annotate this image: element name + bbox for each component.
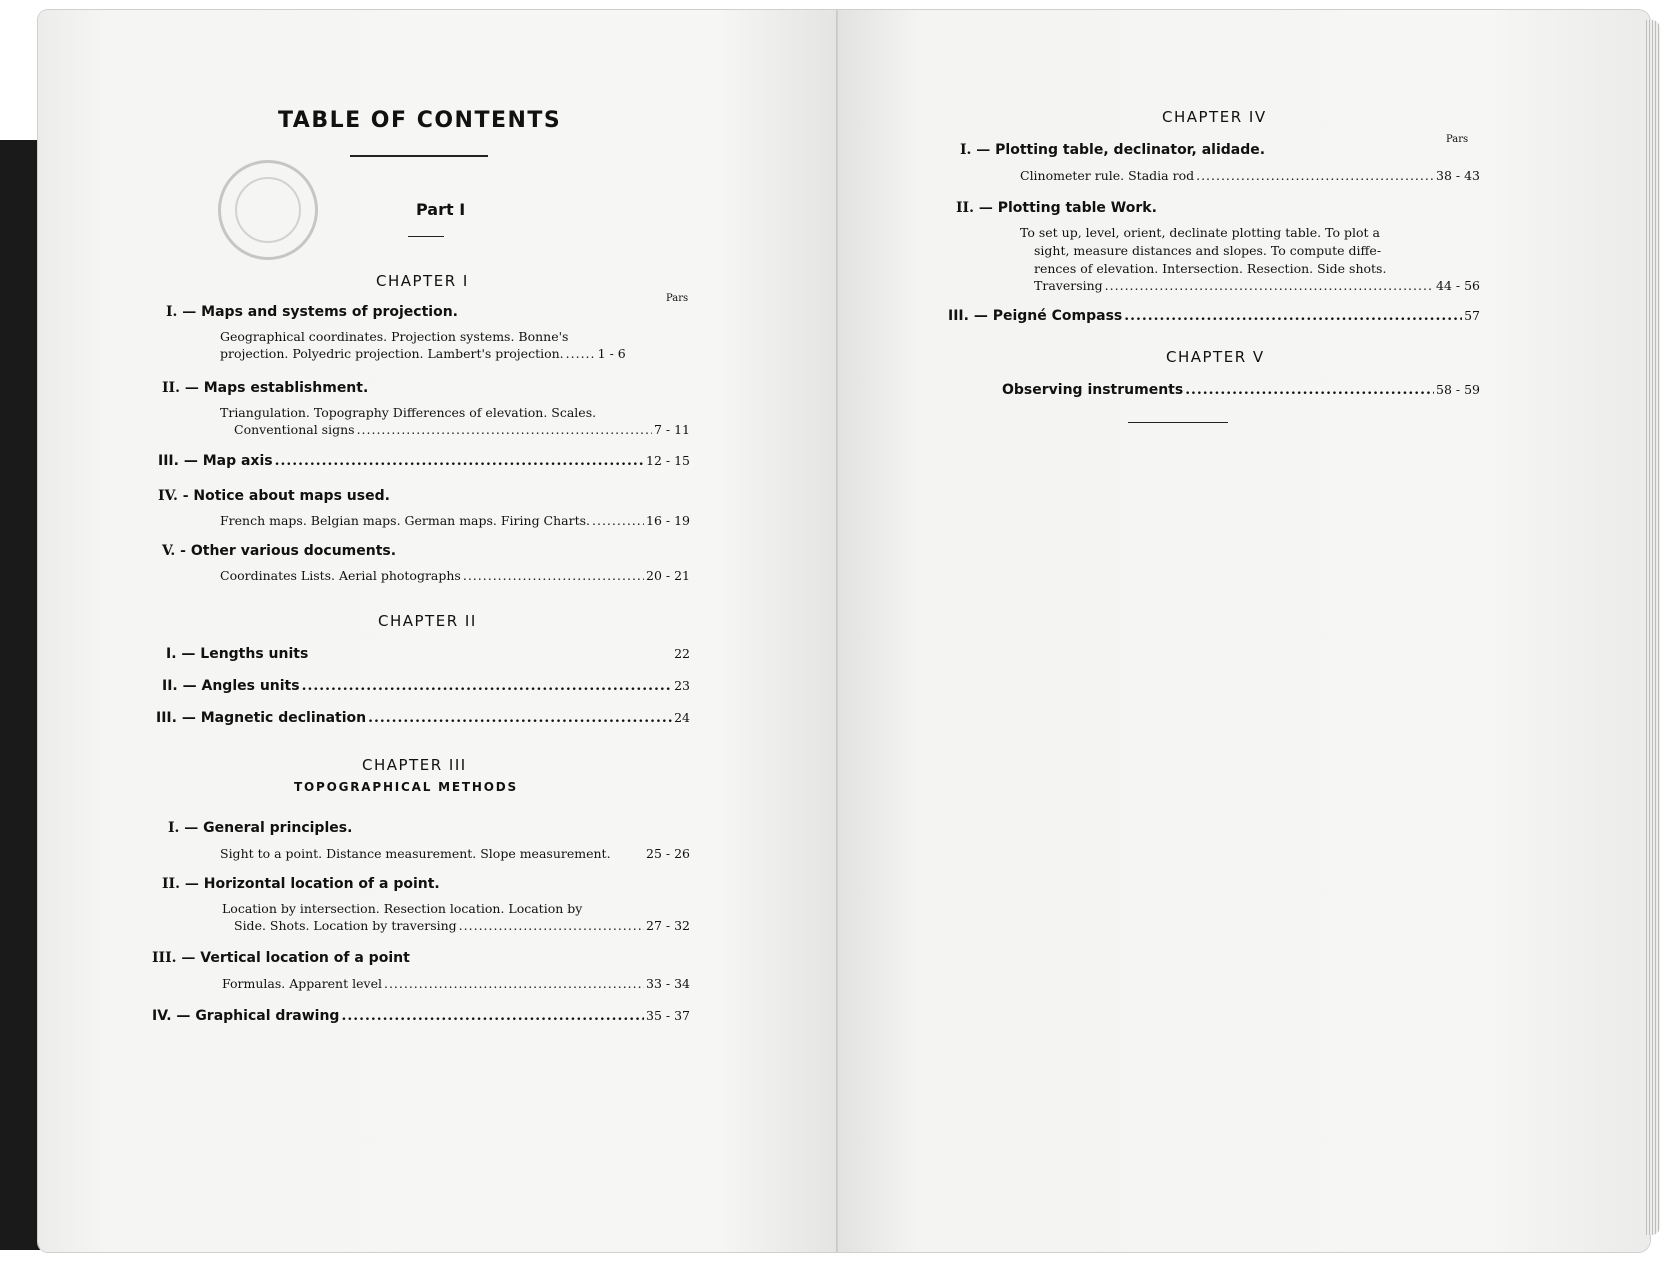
page-stack-edge: [1646, 20, 1660, 1235]
left-page: [38, 10, 838, 1252]
toc-entry-plotting-table-work[interactable]: [956, 200, 1157, 216]
part-rule: [408, 236, 444, 237]
section-description: Geographical coordinates. Projection systems. Bonne's: [220, 329, 569, 344]
leader-dots: [357, 422, 652, 437]
leader-dots: [1196, 168, 1434, 183]
part-heading: Part I: [416, 200, 466, 219]
toc-line: [234, 918, 690, 933]
page-range: 1 - 6: [597, 346, 626, 361]
leader-dots: [566, 346, 596, 361]
toc-entry-horizontal-location[interactable]: [162, 876, 440, 892]
section-number: V. -: [162, 543, 186, 559]
leader-dots: [1124, 308, 1462, 324]
page-range: 33 - 34: [646, 976, 690, 991]
leader-dots: [459, 918, 644, 933]
section-description: To set up, level, orient, declinate plotting table. To plot a: [1020, 225, 1380, 240]
toc-entry-maps-projection[interactable]: [166, 304, 458, 320]
section-number: III. —: [158, 453, 198, 469]
toc-entry-maps-establishment[interactable]: [162, 380, 368, 396]
toc-entry-lengths-units[interactable]: [166, 646, 690, 662]
toc-entry-graphical-drawing[interactable]: [152, 1008, 690, 1024]
faded-library-stamp: [218, 160, 318, 260]
chapter-5-heading: CHAPTER V: [1166, 348, 1265, 366]
section-description: Clinometer rule. Stadia rod: [1020, 168, 1195, 183]
section-description: Triangulation. Topography Differences of elevation. Scales.: [220, 405, 597, 420]
page-range: 16 - 19: [646, 513, 690, 528]
section-number: I. —: [166, 304, 197, 320]
page-range: 44 - 56: [1436, 278, 1480, 293]
chapter-3-subtitle: TOPOGRAPHICAL METHODS: [294, 780, 518, 794]
end-rule: [1128, 422, 1228, 423]
leader-dots: [275, 453, 644, 469]
section-description: rences of elevation. Intersection. Resection. Side shots.: [1034, 261, 1387, 276]
section-title: Lengths units: [200, 646, 309, 662]
book-spread: [30, 10, 1658, 1258]
pars-label: Pars: [666, 293, 689, 304]
toc-entry-magnetic-declination[interactable]: [156, 710, 690, 726]
section-title: Maps and systems of projection.: [201, 304, 458, 320]
section-description: Conventional signs: [234, 422, 355, 437]
section-description: Location by intersection. Resection location. Location by: [222, 901, 583, 916]
section-number: III. —: [156, 710, 196, 726]
section-title: Plotting table Work.: [997, 200, 1157, 216]
section-title: Magnetic declination: [200, 710, 367, 726]
section-title: General principles.: [203, 820, 353, 836]
section-description: Traversing: [1034, 278, 1103, 293]
section-title: Other various documents.: [190, 543, 397, 559]
page-range: 12 - 15: [646, 453, 690, 468]
section-description: sight, measure distances and slopes. To compute diffe-: [1034, 243, 1382, 258]
section-title: Vertical location of a point: [200, 950, 410, 966]
section-title: Notice about maps used.: [193, 488, 390, 504]
leader-dots: [1185, 382, 1434, 398]
toc-line: [234, 422, 690, 437]
leader-dots: [592, 513, 644, 528]
section-title: Graphical drawing: [195, 1008, 340, 1024]
page-range: 24: [674, 710, 690, 725]
toc-line: [1034, 278, 1480, 293]
right-page: [838, 10, 1650, 1252]
page-range: 58 - 59: [1436, 382, 1480, 397]
chapter-4-heading: CHAPTER IV: [1162, 108, 1267, 126]
section-description: French maps. Belgian maps. German maps. Firing Charts.: [220, 513, 590, 528]
toc-entry-other-documents[interactable]: [162, 543, 396, 559]
section-number: I. —: [960, 142, 991, 158]
leader-dots: [1105, 278, 1434, 293]
toc-entry-observing-instruments[interactable]: [1002, 382, 1480, 398]
page-range: 27 - 32: [646, 918, 690, 933]
toc-entry-map-axis[interactable]: [158, 453, 690, 469]
section-number: II. —: [162, 678, 197, 694]
toc-line: [222, 976, 690, 991]
section-title: Peigné Compass: [992, 308, 1123, 324]
section-title: Plotting table, declinator, alidade.: [995, 142, 1266, 158]
section-title: Angles units: [201, 678, 300, 694]
chapter-3-heading: CHAPTER III: [362, 756, 467, 774]
section-number: II. —: [162, 380, 199, 396]
section-description: projection. Polyedric projection. Lambert's projection.: [220, 346, 564, 361]
section-title: Maps establishment.: [203, 380, 369, 396]
leader-dots: [368, 710, 672, 726]
section-description: Formulas. Apparent level: [222, 976, 382, 991]
toc-entry-plotting-table[interactable]: [960, 142, 1265, 158]
section-number: III. —: [152, 950, 196, 966]
section-number: IV. -: [158, 488, 189, 504]
chapter-2-heading: CHAPTER II: [378, 612, 477, 630]
title-rule: [350, 155, 488, 157]
section-description: Side. Shots. Location by traversing: [234, 918, 457, 933]
leader-dots: [463, 568, 644, 583]
page-range: 57: [1464, 308, 1480, 323]
page-range: 35 - 37: [646, 1008, 690, 1023]
leader-dots: [302, 678, 673, 694]
page-range: 20 - 21: [646, 568, 690, 583]
toc-entry-angles-units[interactable]: [162, 678, 690, 694]
toc-line: [220, 846, 690, 861]
section-number: I. —: [168, 820, 199, 836]
page-range: 22: [674, 646, 690, 661]
section-number: II. —: [162, 876, 199, 892]
toc-line: [220, 568, 690, 583]
toc-entry-notice-maps[interactable]: [158, 488, 390, 504]
leader-dots: [384, 976, 644, 991]
section-number: I. —: [166, 646, 196, 662]
section-number: III. —: [948, 308, 988, 324]
section-number: II. —: [956, 200, 993, 216]
toc-entry-peigne-compass[interactable]: [948, 308, 1480, 324]
page-range: 23: [674, 678, 690, 693]
toc-line: [1020, 168, 1480, 183]
toc-line: [220, 346, 690, 361]
section-title: Observing instruments: [1002, 382, 1184, 398]
leader-dots: [341, 1008, 644, 1024]
section-number: IV. —: [152, 1008, 191, 1024]
page-range: 25 - 26: [646, 846, 690, 861]
toc-entry-general-principles[interactable]: [168, 820, 352, 836]
section-title: Horizontal location of a point.: [203, 876, 440, 892]
toc-entry-vertical-location[interactable]: [152, 950, 410, 966]
pars-label: Pars: [1446, 134, 1469, 145]
page-title: TABLE OF CONTENTS: [278, 108, 562, 133]
section-title: Map axis: [202, 453, 273, 469]
section-description: Coordinates Lists. Aerial photographs: [220, 568, 461, 583]
chapter-1-heading: CHAPTER I: [376, 272, 469, 290]
page-range: 38 - 43: [1436, 168, 1480, 183]
toc-line: [220, 513, 690, 528]
page-range: 7 - 11: [653, 422, 690, 437]
section-description: Sight to a point. Distance measurement. Slope measurement.: [220, 846, 611, 861]
